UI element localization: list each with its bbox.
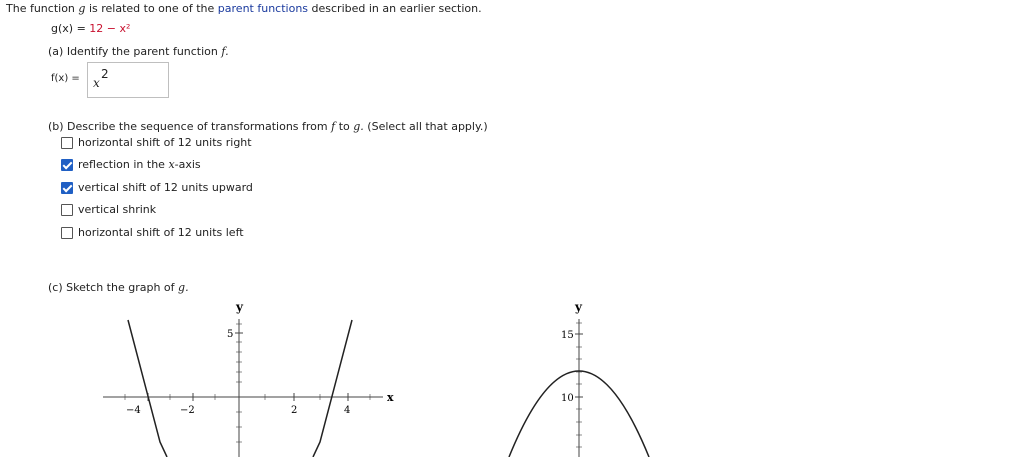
checkbox-vertical-shrink[interactable] <box>61 204 73 216</box>
intro-var-g: g <box>78 2 86 15</box>
intro-after: described in an earlier section. <box>311 2 482 15</box>
checkbox-horizontal-shift-right[interactable] <box>61 137 73 149</box>
option-label: horizontal shift of 12 units left <box>78 226 244 239</box>
option-label-var: x <box>168 158 175 171</box>
checkbox-horizontal-shift-left[interactable] <box>61 227 73 239</box>
option-label: vertical shift of 12 units upward <box>78 181 253 194</box>
function-rhs: 12 − x² <box>89 22 131 35</box>
option-label <box>78 158 201 171</box>
graph2-y-tick: 10 <box>561 393 574 404</box>
answer-label: f(x) = <box>51 73 80 84</box>
part-b-prompt <box>48 120 488 133</box>
part-b-var-f: f <box>331 120 336 133</box>
part-b-to: to <box>338 120 350 133</box>
graph1-x-tick: 4 <box>344 405 351 416</box>
part-b-text-2: (Select all that apply.) <box>367 120 488 133</box>
option-label-pre: reflection in the <box>78 158 165 171</box>
graph1-x-tick: −2 <box>180 405 195 416</box>
part-a-text: (a) Identify the parent function <box>48 45 218 58</box>
answer-base: x <box>93 76 100 90</box>
option-label-post: -axis <box>174 158 201 171</box>
graph1-x-tick: −4 <box>126 405 141 416</box>
part-a-prompt <box>48 45 229 58</box>
graph1-axes <box>103 319 383 457</box>
graph-option-2[interactable] <box>495 297 675 457</box>
graph1-curve <box>128 320 352 457</box>
part-c-prompt <box>48 281 189 294</box>
option-label: horizontal shift of 12 units right <box>78 136 252 149</box>
checkbox-vertical-shift-upward[interactable] <box>61 182 73 194</box>
option-label: vertical shrink <box>78 203 157 216</box>
answer-exponent: 2 <box>101 67 109 81</box>
graph1-y-tick: 5 <box>227 329 234 340</box>
function-definition <box>51 22 130 35</box>
part-c-text: (c) Sketch the graph of <box>48 281 175 294</box>
graph1-y-label: y <box>236 300 243 314</box>
graph1-x-label: x <box>387 391 394 404</box>
graph-option-1[interactable] <box>95 297 395 457</box>
intro-text <box>6 2 482 15</box>
parent-function-answer-box[interactable] <box>87 62 169 98</box>
part-b-text-1: (b) Describe the sequence of transformations from <box>48 120 328 133</box>
part-a-var: f. <box>221 45 229 58</box>
part-b-var-g: g. <box>353 120 364 133</box>
parent-functions-link[interactable]: parent functions <box>217 2 309 15</box>
graph2-axes <box>575 319 583 457</box>
intro-middle: is related to one of the <box>88 2 215 15</box>
graph2-y-label: y <box>575 300 582 314</box>
graph1-x-tick: 2 <box>291 405 298 416</box>
checkbox-reflection-x-axis[interactable] <box>61 159 73 171</box>
function-lhs: g(x) = <box>51 22 86 35</box>
intro-before: The function <box>6 2 75 15</box>
part-c-var: g. <box>178 281 189 294</box>
graph2-y-tick: 15 <box>561 330 574 341</box>
